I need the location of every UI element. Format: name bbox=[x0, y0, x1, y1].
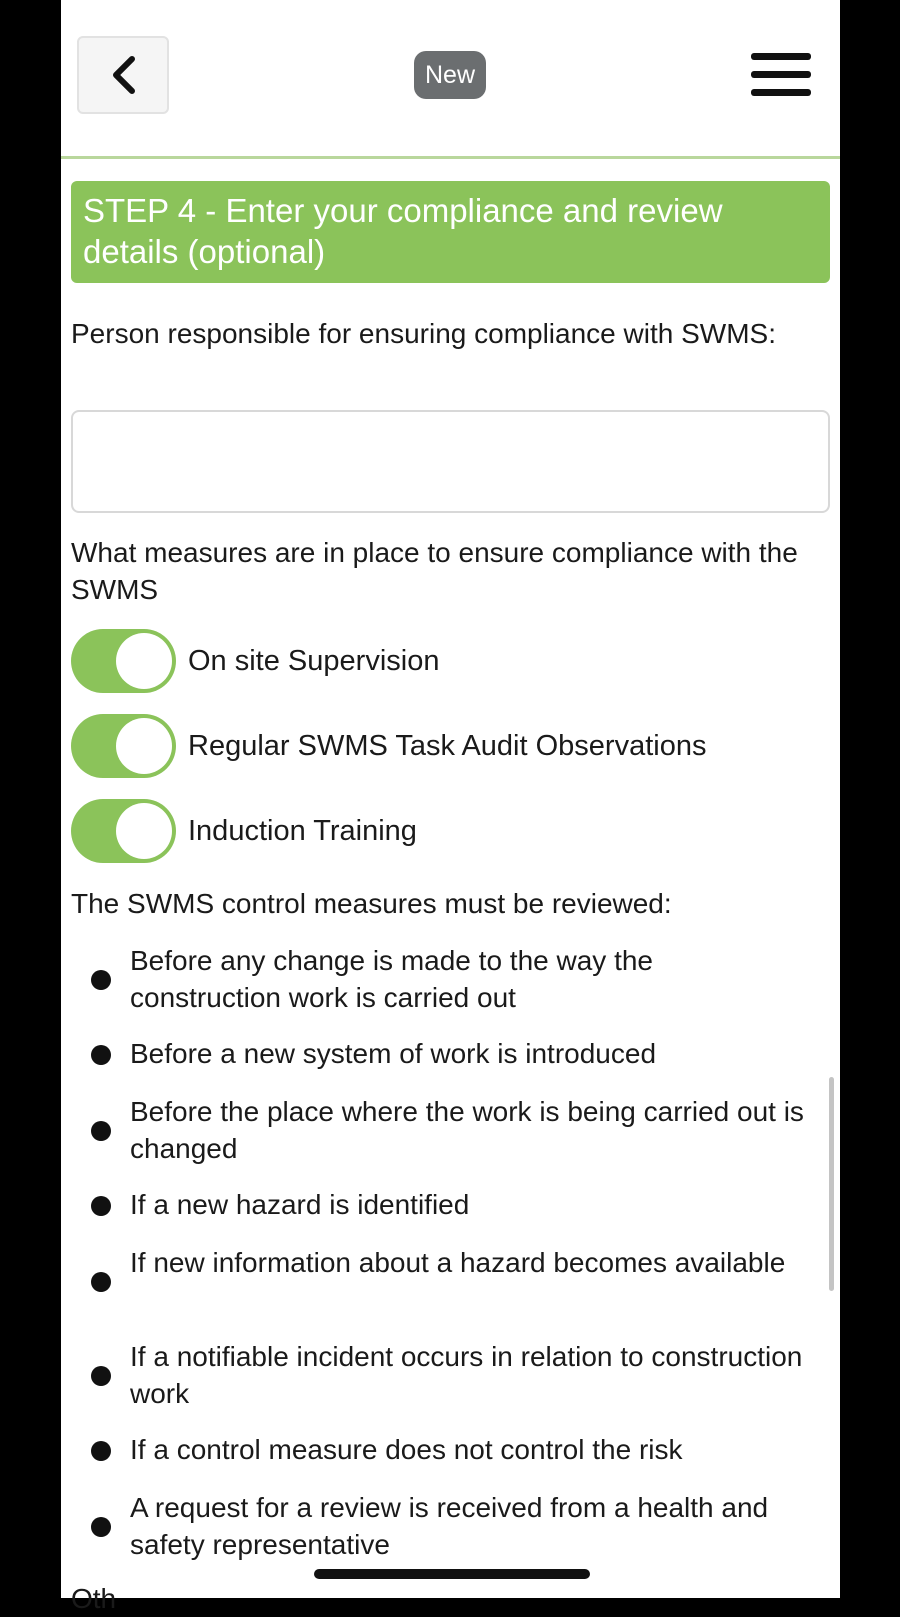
step-banner: STEP 4 - Enter your compliance and review details (optional) bbox=[71, 181, 830, 283]
measure-label: Regular SWMS Task Audit Observations bbox=[188, 730, 707, 762]
list-item-text: Before a new system of work is introduced bbox=[130, 1038, 657, 1069]
top-nav-bar bbox=[61, 0, 840, 158]
measure-row-supervision bbox=[71, 629, 811, 693]
measure-row-induction bbox=[71, 799, 811, 863]
audit-toggle[interactable] bbox=[71, 714, 176, 778]
bullet-icon bbox=[91, 1121, 111, 1141]
app-screen bbox=[61, 0, 840, 1614]
list-item-text: A request for a review is received from a health and safety representative bbox=[130, 1492, 769, 1560]
list-item-text: Before any change is made to the way the construction work is carried out bbox=[130, 945, 653, 1013]
toggle-knob bbox=[116, 718, 172, 774]
bullet-icon bbox=[91, 970, 111, 990]
measure-label: Induction Training bbox=[188, 815, 417, 847]
bullet-icon bbox=[91, 1441, 111, 1461]
list-item-text: If a new hazard is identified bbox=[130, 1189, 470, 1220]
menu-button[interactable] bbox=[751, 50, 811, 98]
person-responsible-input[interactable] bbox=[71, 410, 830, 513]
bullet-icon bbox=[91, 1366, 111, 1386]
list-item-text: If a control measure does not control the risk bbox=[130, 1434, 683, 1465]
list-item-text: If a notifiable incident occurs in relation to construction work bbox=[130, 1341, 803, 1409]
next-section-label: Oth bbox=[71, 1583, 117, 1614]
measures-label: What measures are in place to ensure compliance with the SWMS bbox=[71, 537, 798, 605]
bullet-icon bbox=[91, 1045, 111, 1065]
measure-label: On site Supervision bbox=[188, 645, 440, 677]
measure-row-audit bbox=[71, 714, 811, 778]
review-intro: The SWMS control measures must be reviewed: bbox=[71, 888, 672, 919]
toggle-knob bbox=[116, 803, 172, 859]
bullet-icon bbox=[91, 1517, 111, 1537]
status-badge: New bbox=[414, 51, 486, 99]
list-item-text: If new information about a hazard becomes available bbox=[130, 1247, 786, 1278]
home-indicator[interactable] bbox=[314, 1569, 590, 1579]
header-divider bbox=[61, 156, 840, 159]
supervision-toggle[interactable] bbox=[71, 629, 176, 693]
bullet-icon bbox=[91, 1196, 111, 1216]
list-item-text: Before the place where the work is being carried out is changed bbox=[130, 1096, 804, 1164]
bullet-icon bbox=[91, 1272, 111, 1292]
chevron-left-icon bbox=[108, 55, 138, 95]
back-button[interactable] bbox=[77, 36, 169, 114]
hamburger-menu-icon bbox=[751, 53, 811, 60]
person-responsible-label: Person responsible for ensuring compliance with SWMS: bbox=[71, 318, 776, 349]
scrollbar[interactable] bbox=[829, 1077, 834, 1291]
toggle-knob bbox=[116, 633, 172, 689]
induction-toggle[interactable] bbox=[71, 799, 176, 863]
